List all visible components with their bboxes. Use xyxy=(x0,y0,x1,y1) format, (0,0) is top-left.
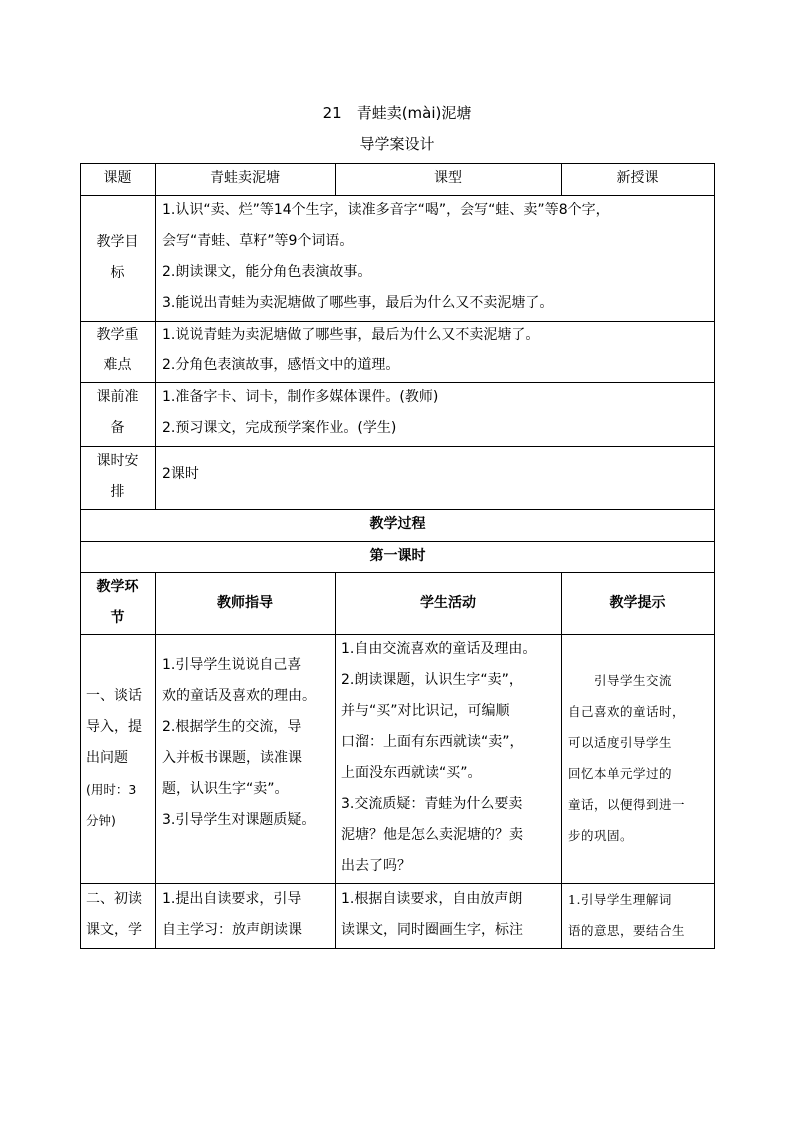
row1-stage-line3: 出问题 xyxy=(86,750,128,766)
row1-stage-line4: (用时：3 xyxy=(86,782,137,797)
row1-tips-line3: 可以适度引导学生 xyxy=(568,735,673,750)
keypoints-label-line1: 教学重 xyxy=(96,327,139,343)
row1-teacher-line1: 1.引导学生说说自己喜 xyxy=(162,657,302,673)
prep-label-line1: 课前准 xyxy=(96,389,139,405)
topic-label: 课题 xyxy=(103,170,132,186)
process-title: 教学过程 xyxy=(369,516,426,532)
keypoint-1: 1.说说青蛙为卖泥塘做了哪些事，最后为什么又不卖泥塘了。 xyxy=(162,327,540,343)
row1-stage-line5: 分钟) xyxy=(86,813,116,828)
goals-label-line2: 标 xyxy=(110,265,125,281)
row1-teacher-line2: 欢的童话及喜欢的理由。 xyxy=(162,688,316,704)
row1-student-line6: 3.交流质疑：青蛙为什么要卖 xyxy=(341,796,523,812)
keypoint-2: 2.分角色表演故事，感悟文中的道理。 xyxy=(162,357,400,373)
hours-label-line2: 排 xyxy=(110,484,125,500)
hours-label-line1: 课时安 xyxy=(96,453,139,469)
goals-label-line1: 教学目 xyxy=(96,234,139,250)
row1-student-line3: 并与“买”对比识记，可编顺 xyxy=(341,703,510,719)
row2-tips-line1: 1.引导学生理解词 xyxy=(568,892,672,907)
hours-value: 2课时 xyxy=(162,466,199,482)
goal-line-1: 1.认识“卖、烂”等14个生字，读准多音字“喝”，会写“蛙、卖”等8个字， xyxy=(162,202,610,218)
row1-stage-line2: 导入，提 xyxy=(86,719,142,735)
row2-teacher-line2: 自主学习：放声朗读课 xyxy=(162,922,302,938)
row1-tips-line6: 步的巩固。 xyxy=(568,828,634,843)
row1-teacher-line4: 入并板书课题，读准课 xyxy=(162,750,302,766)
row1-stage-line1: 一、谈话 xyxy=(86,688,142,704)
row1-tips-line5: 童话，以便得到进一 xyxy=(568,797,686,812)
row1-tips-line1: 引导学生交流 xyxy=(568,673,673,688)
col-stage-line1: 教学环 xyxy=(96,579,139,595)
goal-line-4: 3.能说出青蛙为卖泥塘做了哪些事，最后为什么又不卖泥塘了。 xyxy=(162,295,554,311)
row2-stage-line1: 二、初读 xyxy=(86,891,142,907)
page-subtitle: 导学案设计 xyxy=(359,135,435,153)
page-title: 21 青蛙卖(mài)泥塘 xyxy=(322,104,472,122)
goal-line-3: 2.朗读课文，能分角色表演故事。 xyxy=(162,264,372,280)
prep-item-1: 1.准备字卡、词卡，制作多媒体课件。(教师) xyxy=(162,389,439,405)
row1-teacher-line5: 题，认识生字“卖”。 xyxy=(162,781,289,797)
row2-stage-line2: 课文，学 xyxy=(86,922,142,938)
col-student: 学生活动 xyxy=(420,595,476,611)
row1-student-line1: 1.自由交流喜欢的童话及理由。 xyxy=(341,641,537,657)
row1-student-line2: 2.朗读课题，认识生字“卖”， xyxy=(341,672,523,688)
col-tips: 教学提示 xyxy=(609,595,666,611)
col-stage-line2: 节 xyxy=(110,610,125,626)
topic-value: 青蛙卖泥塘 xyxy=(210,170,280,186)
type-value: 新授课 xyxy=(616,170,659,186)
row1-student-line5: 上面没东西就读“买”。 xyxy=(341,765,482,781)
row1-student-line7: 泥塘？他是怎么卖泥塘的？卖 xyxy=(341,827,523,843)
lesson-title: 第一课时 xyxy=(369,548,426,564)
prep-label-line2: 备 xyxy=(110,420,125,436)
row2-tips-line2: 语的意思，要结合生 xyxy=(568,923,686,938)
keypoints-label-line2: 难点 xyxy=(103,357,132,373)
col-teacher: 教师指导 xyxy=(217,595,273,611)
type-label: 课型 xyxy=(434,170,462,186)
row1-tips-line2: 自己喜欢的童话时， xyxy=(568,704,686,719)
goal-line-2: 会写“青蛙、草籽”等9个词语。 xyxy=(162,233,354,249)
row2-student-line2: 读课文，同时圈画生字，标注 xyxy=(341,922,523,938)
row1-student-line8: 出去了吗？ xyxy=(341,858,411,874)
row2-teacher-line1: 1.提出自读要求，引导 xyxy=(162,891,302,907)
prep-item-2: 2.预习课文，完成预学案作业。(学生) xyxy=(162,420,397,436)
row2-student-line1: 1.根据自读要求，自由放声朗 xyxy=(341,891,523,907)
row1-tips-line4: 回忆本单元学过的 xyxy=(568,766,673,781)
row1-student-line4: 口溜：上面有东西就读“卖”， xyxy=(341,734,524,750)
row1-teacher-line3: 2.根据学生的交流，导 xyxy=(162,719,302,735)
row1-teacher-line6: 3.引导学生对课题质疑。 xyxy=(162,812,316,828)
